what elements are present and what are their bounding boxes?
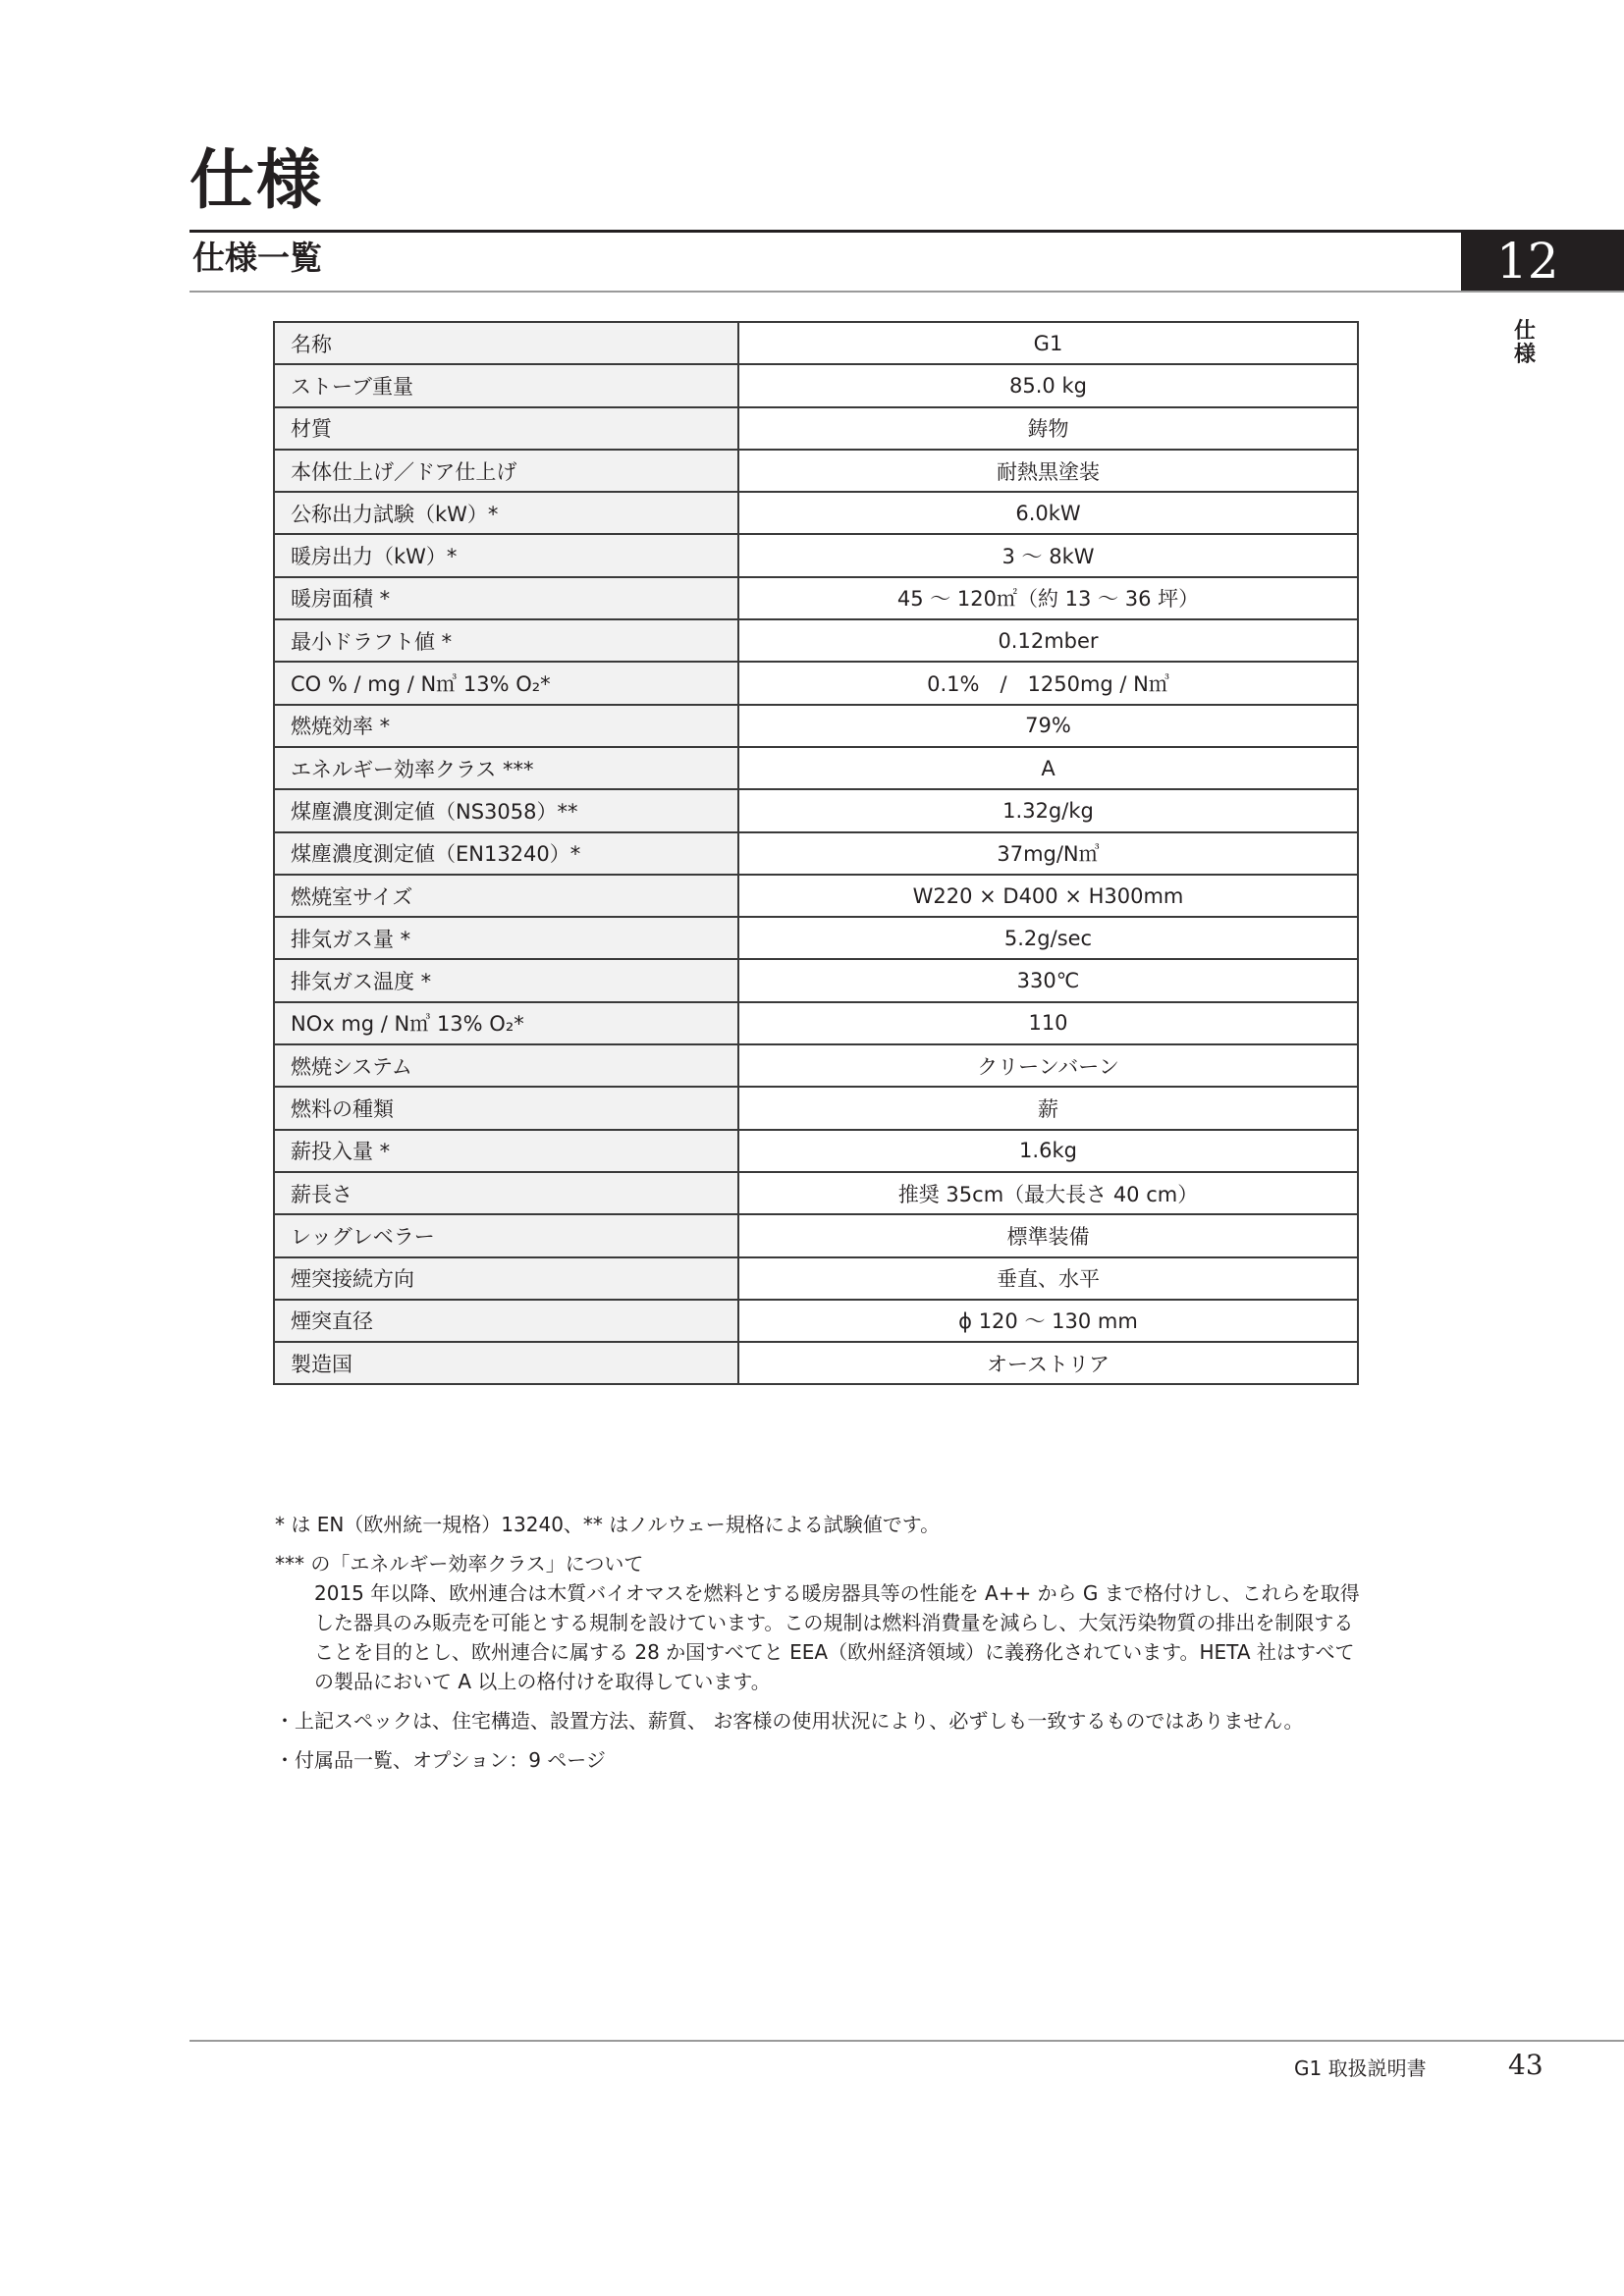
table-row (274, 1087, 1358, 1129)
spec-label: 暖房面積 * (274, 577, 738, 619)
spec-label: 煤塵濃度測定値（EN13240）* (274, 832, 738, 875)
spec-label: 薪投入量 * (274, 1130, 738, 1172)
table-row (274, 1257, 1358, 1300)
page-title: 仕様 (189, 141, 323, 218)
note-spec-disclaimer: ・上記スペックは、住宅構造、設置方法、薪質、 お客様の使用状況により、必ずしも一致するものではありません。 (275, 1709, 1304, 1733)
spec-label: 煙突接続方向 (274, 1257, 738, 1300)
side-label-char: 様 (1513, 342, 1536, 367)
spec-label: 最小ドラフト値 * (274, 619, 738, 662)
spec-value: オーストリア (738, 1342, 1358, 1384)
note-energy-class-body: 2015 年以降、欧州連合は木質バイオマスを燃料とする暖房器具等の性能を A++ から G まで格付けし、これらを取得した器具のみ販売を可能とする規制を設けています。この規制は燃料消費量を減らし、大気汚染物質の排出を制限することを目的とし、欧州連合に属する 28 か国すべてと EEA（欧州経済領域）に義務化されています。HETA 社はすべての製品において A 以上の格付けを取得しています。 (314, 1581, 1360, 1693)
spec-label: 本体仕上げ／ドア仕上げ (274, 450, 738, 492)
chapter-number-badge: 12 (1461, 230, 1624, 293)
spec-label: ストーブ重量 (274, 364, 738, 406)
table-row (274, 1342, 1358, 1384)
table-row (274, 959, 1358, 1001)
spec-value: 330℃ (738, 959, 1358, 1001)
spec-value: G1 (738, 322, 1358, 364)
spec-value: 3 ～ 8kW (738, 534, 1358, 576)
spec-value: 標準装備 (738, 1214, 1358, 1256)
section-rule-top (189, 230, 1461, 233)
spec-label: 製造国 (274, 1342, 738, 1384)
spec-value: 薪 (738, 1087, 1358, 1129)
table-row (274, 450, 1358, 492)
spec-value: 垂直、水平 (738, 1257, 1358, 1300)
spec-value: 鋳物 (738, 407, 1358, 450)
spec-value: 推奨 35cm（最大長さ 40 cm） (738, 1172, 1358, 1214)
spec-value: 37mg/N㎥ (738, 832, 1358, 875)
table-row (274, 832, 1358, 875)
table-row (274, 875, 1358, 917)
side-label-char: 仕 (1513, 318, 1536, 344)
spec-label: 排気ガス量 * (274, 917, 738, 959)
spec-label: NOx mg / N㎥ 13% O₂* (274, 1002, 738, 1044)
spec-label: 燃焼室サイズ (274, 875, 738, 917)
table-row (274, 619, 1358, 662)
table-row (274, 917, 1358, 959)
table-row (274, 1172, 1358, 1214)
side-chapter-label (1510, 319, 1540, 366)
notes (275, 1510, 1365, 1785)
spec-label: 暖房出力（kW）* (274, 534, 738, 576)
table-row (274, 364, 1358, 406)
spec-value: 1.32g/kg (738, 789, 1358, 831)
spec-label: 材質 (274, 407, 738, 450)
spec-value: 85.0 kg (738, 364, 1358, 406)
section-rule-bottom (189, 291, 1624, 293)
section-title: 仕様一覧 (192, 239, 322, 277)
footer-rule (189, 2040, 1624, 2042)
spec-value: 0.12mber (738, 619, 1358, 662)
table-row (274, 577, 1358, 619)
table-row (274, 1130, 1358, 1172)
spec-label: 名称 (274, 322, 738, 364)
spec-label: CO % / mg / N㎥ 13% O₂* (274, 662, 738, 704)
spec-value: 6.0kW (738, 492, 1358, 534)
table-row (274, 789, 1358, 831)
table-row (274, 747, 1358, 789)
spec-value: 1.6kg (738, 1130, 1358, 1172)
table-row (274, 492, 1358, 534)
spec-value: 耐熱黒塗装 (738, 450, 1358, 492)
note-test-standards: * は EN（欧州統一規格）13240、** はノルウェー規格による試験値です。 (275, 1513, 941, 1536)
table-row (274, 1044, 1358, 1087)
spec-label: エネルギー効率クラス *** (274, 747, 738, 789)
spec-label: 燃料の種類 (274, 1087, 738, 1129)
spec-value: 5.2g/sec (738, 917, 1358, 959)
table-row (274, 322, 1358, 364)
spec-label: 燃焼効率 * (274, 705, 738, 747)
spec-value: 79% (738, 705, 1358, 747)
note-energy-class-heading: *** の「エネルギー効率クラス」について (275, 1552, 644, 1575)
spec-table (273, 321, 1359, 1385)
table-row (274, 705, 1358, 747)
spec-label: 薪長さ (274, 1172, 738, 1214)
spec-value: クリーンバーン (738, 1044, 1358, 1087)
spec-value: 110 (738, 1002, 1358, 1044)
table-row (274, 1300, 1358, 1342)
spec-value: 45 ～ 120㎡（約 13 ～ 36 坪） (738, 577, 1358, 619)
note-accessories-ref: ・付属品一覧、オプション：9 ページ (275, 1748, 606, 1772)
spec-value: A (738, 747, 1358, 789)
footer-document-title: G1 取扱説明書 (1294, 2056, 1427, 2080)
table-row (274, 534, 1358, 576)
spec-label: レッグレベラー (274, 1214, 738, 1256)
spec-label: 排気ガス温度 * (274, 959, 738, 1001)
spec-label: 煤塵濃度測定値（NS3058）** (274, 789, 738, 831)
table-row (274, 407, 1358, 450)
page-number: 43 (1508, 2049, 1543, 2081)
spec-value: ϕ 120 ～ 130 mm (738, 1300, 1358, 1342)
table-row (274, 1002, 1358, 1044)
table-row (274, 662, 1358, 704)
table-row (274, 1214, 1358, 1256)
spec-label: 燃焼システム (274, 1044, 738, 1087)
spec-label: 煙突直径 (274, 1300, 738, 1342)
spec-value: 0.1% / 1250mg / N㎥ (738, 662, 1358, 704)
spec-label: 公称出力試験（kW）* (274, 492, 738, 534)
spec-value: W220 × D400 × H300mm (738, 875, 1358, 917)
